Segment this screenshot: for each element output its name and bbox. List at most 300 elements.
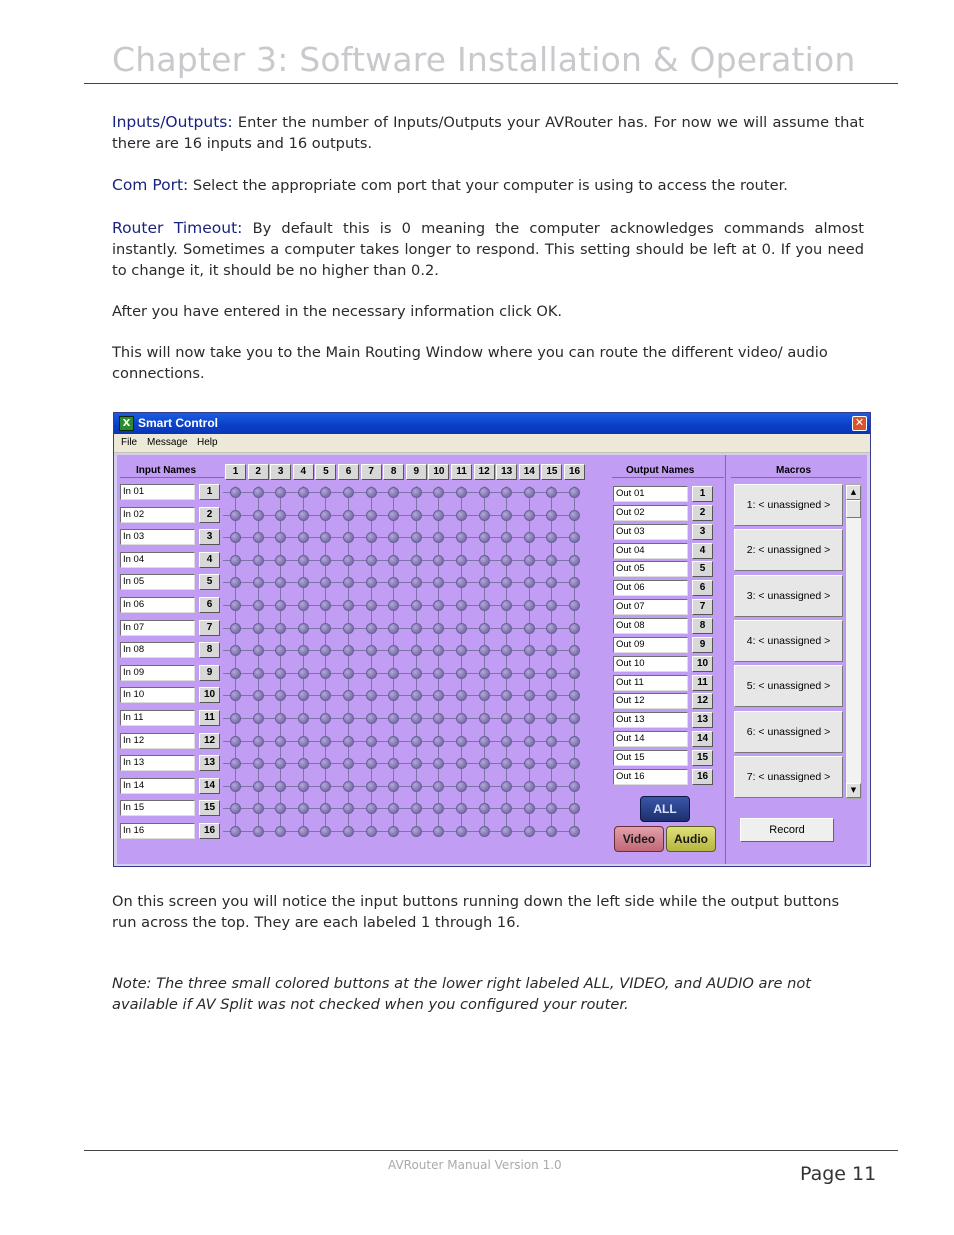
- crosspoint-node[interactable]: [320, 758, 331, 769]
- output-button-13[interactable]: 13: [692, 712, 713, 728]
- crosspoint-node[interactable]: [253, 577, 264, 588]
- input-name-field[interactable]: In 08: [120, 642, 195, 658]
- output-column-button-15[interactable]: 15: [541, 464, 562, 480]
- crosspoint-node[interactable]: [230, 803, 241, 814]
- crosspoint-node[interactable]: [569, 758, 580, 769]
- crosspoint-node[interactable]: [524, 690, 535, 701]
- crosspoint-node[interactable]: [479, 487, 490, 498]
- crosspoint-node[interactable]: [524, 803, 535, 814]
- output-column-button-12[interactable]: 12: [474, 464, 495, 480]
- input-button-1[interactable]: 1: [199, 484, 220, 500]
- output-column-button-14[interactable]: 14: [519, 464, 540, 480]
- output-button-11[interactable]: 11: [692, 675, 713, 691]
- crosspoint-node[interactable]: [411, 645, 422, 656]
- crosspoint-node[interactable]: [501, 826, 512, 837]
- crosspoint-node[interactable]: [230, 600, 241, 611]
- crosspoint-node[interactable]: [411, 781, 422, 792]
- crosspoint-node[interactable]: [275, 577, 286, 588]
- crosspoint-node[interactable]: [253, 487, 264, 498]
- crosspoint-node[interactable]: [479, 713, 490, 724]
- output-column-button-9[interactable]: 9: [406, 464, 427, 480]
- crosspoint-node[interactable]: [320, 510, 331, 521]
- crosspoint-node[interactable]: [275, 532, 286, 543]
- title-bar[interactable]: [114, 413, 870, 434]
- crosspoint-node[interactable]: [546, 668, 557, 679]
- crosspoint-node[interactable]: [569, 781, 580, 792]
- crosspoint-node[interactable]: [298, 623, 309, 634]
- output-column-button-8[interactable]: 8: [383, 464, 404, 480]
- crosspoint-node[interactable]: [569, 645, 580, 656]
- crosspoint-node[interactable]: [569, 487, 580, 498]
- crosspoint-node[interactable]: [501, 690, 512, 701]
- crosspoint-node[interactable]: [366, 532, 377, 543]
- crosspoint-node[interactable]: [275, 803, 286, 814]
- crosspoint-node[interactable]: [366, 736, 377, 747]
- crosspoint-node[interactable]: [388, 758, 399, 769]
- output-name-field[interactable]: Out 14: [613, 731, 688, 747]
- crosspoint-node[interactable]: [230, 577, 241, 588]
- input-name-field[interactable]: In 13: [120, 755, 195, 771]
- output-button-12[interactable]: 12: [692, 693, 713, 709]
- crosspoint-node[interactable]: [298, 645, 309, 656]
- crosspoint-node[interactable]: [479, 826, 490, 837]
- crosspoint-node[interactable]: [343, 645, 354, 656]
- crosspoint-node[interactable]: [388, 510, 399, 521]
- crosspoint-node[interactable]: [253, 713, 264, 724]
- crosspoint-node[interactable]: [253, 803, 264, 814]
- crosspoint-node[interactable]: [433, 532, 444, 543]
- crosspoint-node[interactable]: [501, 555, 512, 566]
- output-column-button-6[interactable]: 6: [338, 464, 359, 480]
- crosspoint-node[interactable]: [388, 623, 399, 634]
- crosspoint-node[interactable]: [275, 758, 286, 769]
- crosspoint-node[interactable]: [275, 736, 286, 747]
- output-name-field[interactable]: Out 11: [613, 675, 688, 691]
- output-button-9[interactable]: 9: [692, 637, 713, 653]
- input-button-6[interactable]: 6: [199, 597, 220, 613]
- crosspoint-node[interactable]: [253, 668, 264, 679]
- crosspoint-node[interactable]: [366, 645, 377, 656]
- scroll-down-icon[interactable]: ▼: [846, 783, 861, 798]
- output-column-button-1[interactable]: 1: [225, 464, 246, 480]
- crosspoint-node[interactable]: [433, 736, 444, 747]
- crosspoint-node[interactable]: [524, 758, 535, 769]
- input-button-2[interactable]: 2: [199, 507, 220, 523]
- crosspoint-node[interactable]: [546, 645, 557, 656]
- crosspoint-node[interactable]: [524, 781, 535, 792]
- crosspoint-node[interactable]: [366, 690, 377, 701]
- output-button-3[interactable]: 3: [692, 524, 713, 540]
- close-icon[interactable]: ✕: [852, 416, 867, 431]
- crosspoint-node[interactable]: [569, 532, 580, 543]
- crosspoint-node[interactable]: [320, 736, 331, 747]
- crosspoint-node[interactable]: [253, 555, 264, 566]
- crosspoint-node[interactable]: [456, 645, 467, 656]
- output-button-6[interactable]: 6: [692, 580, 713, 596]
- output-column-button-4[interactable]: 4: [293, 464, 314, 480]
- crosspoint-node[interactable]: [524, 600, 535, 611]
- crosspoint-node[interactable]: [298, 668, 309, 679]
- crosspoint-node[interactable]: [388, 736, 399, 747]
- macro-button-2[interactable]: 2: < unassigned >: [734, 529, 843, 571]
- crosspoint-node[interactable]: [366, 758, 377, 769]
- input-button-7[interactable]: 7: [199, 620, 220, 636]
- crosspoint-node[interactable]: [388, 645, 399, 656]
- crosspoint-node[interactable]: [253, 623, 264, 634]
- crosspoint-node[interactable]: [501, 758, 512, 769]
- input-name-field[interactable]: In 16: [120, 823, 195, 839]
- crosspoint-node[interactable]: [366, 577, 377, 588]
- crosspoint-node[interactable]: [411, 690, 422, 701]
- input-button-4[interactable]: 4: [199, 552, 220, 568]
- input-button-16[interactable]: 16: [199, 823, 220, 839]
- crosspoint-node[interactable]: [366, 781, 377, 792]
- crosspoint-node[interactable]: [230, 758, 241, 769]
- crosspoint-node[interactable]: [569, 736, 580, 747]
- crosspoint-node[interactable]: [546, 600, 557, 611]
- crosspoint-node[interactable]: [388, 555, 399, 566]
- crosspoint-node[interactable]: [433, 555, 444, 566]
- macro-button-6[interactable]: 6: < unassigned >: [734, 711, 843, 753]
- crosspoint-node[interactable]: [501, 781, 512, 792]
- crosspoint-node[interactable]: [433, 690, 444, 701]
- crosspoint-node[interactable]: [343, 781, 354, 792]
- crosspoint-node[interactable]: [524, 532, 535, 543]
- crosspoint-node[interactable]: [456, 736, 467, 747]
- crosspoint-node[interactable]: [298, 736, 309, 747]
- input-name-field[interactable]: In 15: [120, 800, 195, 816]
- crosspoint-node[interactable]: [230, 645, 241, 656]
- crosspoint-node[interactable]: [275, 690, 286, 701]
- macro-button-1[interactable]: 1: < unassigned >: [734, 484, 843, 526]
- crosspoint-node[interactable]: [230, 555, 241, 566]
- crosspoint-node[interactable]: [320, 577, 331, 588]
- crosspoint-node[interactable]: [479, 758, 490, 769]
- crosspoint-node[interactable]: [343, 577, 354, 588]
- crosspoint-node[interactable]: [388, 487, 399, 498]
- crosspoint-node[interactable]: [433, 826, 444, 837]
- input-name-field[interactable]: In 07: [120, 620, 195, 636]
- crosspoint-node[interactable]: [546, 736, 557, 747]
- crosspoint-node[interactable]: [411, 623, 422, 634]
- crosspoint-node[interactable]: [456, 623, 467, 634]
- crosspoint-node[interactable]: [501, 600, 512, 611]
- crosspoint-node[interactable]: [524, 713, 535, 724]
- crosspoint-node[interactable]: [411, 758, 422, 769]
- output-button-15[interactable]: 15: [692, 750, 713, 766]
- output-name-field[interactable]: Out 03: [613, 524, 688, 540]
- input-button-15[interactable]: 15: [199, 800, 220, 816]
- output-button-2[interactable]: 2: [692, 505, 713, 521]
- crosspoint-node[interactable]: [366, 600, 377, 611]
- menu-file[interactable]: File: [121, 437, 138, 448]
- crosspoint-node[interactable]: [411, 487, 422, 498]
- crosspoint-node[interactable]: [230, 510, 241, 521]
- macro-button-4[interactable]: 4: < unassigned >: [734, 620, 843, 662]
- crosspoint-node[interactable]: [501, 623, 512, 634]
- crosspoint-node[interactable]: [569, 668, 580, 679]
- crosspoint-node[interactable]: [343, 487, 354, 498]
- crosspoint-node[interactable]: [343, 826, 354, 837]
- crosspoint-node[interactable]: [388, 532, 399, 543]
- input-button-8[interactable]: 8: [199, 642, 220, 658]
- crosspoint-node[interactable]: [501, 645, 512, 656]
- crosspoint-node[interactable]: [366, 803, 377, 814]
- crosspoint-node[interactable]: [253, 600, 264, 611]
- record-button[interactable]: Record: [740, 818, 834, 842]
- crosspoint-node[interactable]: [275, 781, 286, 792]
- crosspoint-node[interactable]: [433, 803, 444, 814]
- crosspoint-node[interactable]: [456, 803, 467, 814]
- output-name-field[interactable]: Out 15: [613, 750, 688, 766]
- crosspoint-node[interactable]: [320, 781, 331, 792]
- output-button-5[interactable]: 5: [692, 561, 713, 577]
- macro-button-3[interactable]: 3: < unassigned >: [734, 575, 843, 617]
- output-name-field[interactable]: Out 06: [613, 580, 688, 596]
- input-name-field[interactable]: In 02: [120, 507, 195, 523]
- input-name-field[interactable]: In 11: [120, 710, 195, 726]
- audio-button[interactable]: Audio: [666, 826, 716, 852]
- input-button-5[interactable]: 5: [199, 574, 220, 590]
- crosspoint-node[interactable]: [433, 510, 444, 521]
- crosspoint-node[interactable]: [275, 623, 286, 634]
- crosspoint-node[interactable]: [569, 826, 580, 837]
- output-column-button-11[interactable]: 11: [451, 464, 472, 480]
- output-column-button-7[interactable]: 7: [361, 464, 382, 480]
- menu-message[interactable]: Message: [147, 437, 188, 448]
- crosspoint-node[interactable]: [411, 736, 422, 747]
- output-name-field[interactable]: Out 02: [613, 505, 688, 521]
- crosspoint-node[interactable]: [546, 758, 557, 769]
- crosspoint-node[interactable]: [298, 532, 309, 543]
- crosspoint-node[interactable]: [275, 645, 286, 656]
- output-button-4[interactable]: 4: [692, 543, 713, 559]
- crosspoint-node[interactable]: [456, 758, 467, 769]
- crosspoint-node[interactable]: [501, 736, 512, 747]
- crosspoint-node[interactable]: [546, 487, 557, 498]
- crosspoint-node[interactable]: [479, 668, 490, 679]
- crosspoint-node[interactable]: [456, 781, 467, 792]
- crosspoint-node[interactable]: [456, 600, 467, 611]
- input-button-13[interactable]: 13: [199, 755, 220, 771]
- output-column-button-16[interactable]: 16: [564, 464, 585, 480]
- output-name-field[interactable]: Out 04: [613, 543, 688, 559]
- crosspoint-node[interactable]: [388, 600, 399, 611]
- crosspoint-node[interactable]: [298, 758, 309, 769]
- crosspoint-node[interactable]: [501, 803, 512, 814]
- crosspoint-node[interactable]: [546, 713, 557, 724]
- crosspoint-node[interactable]: [456, 668, 467, 679]
- crosspoint-node[interactable]: [343, 510, 354, 521]
- crosspoint-node[interactable]: [433, 623, 444, 634]
- crosspoint-node[interactable]: [569, 690, 580, 701]
- crosspoint-node[interactable]: [230, 826, 241, 837]
- crosspoint-node[interactable]: [524, 668, 535, 679]
- crosspoint-node[interactable]: [320, 690, 331, 701]
- crosspoint-node[interactable]: [524, 555, 535, 566]
- crosspoint-node[interactable]: [569, 623, 580, 634]
- crosspoint-node[interactable]: [343, 690, 354, 701]
- output-name-field[interactable]: Out 10: [613, 656, 688, 672]
- crosspoint-node[interactable]: [546, 803, 557, 814]
- crosspoint-node[interactable]: [366, 713, 377, 724]
- input-button-14[interactable]: 14: [199, 778, 220, 794]
- crosspoint-node[interactable]: [298, 487, 309, 498]
- crosspoint-node[interactable]: [456, 532, 467, 543]
- output-column-button-13[interactable]: 13: [496, 464, 517, 480]
- crosspoint-node[interactable]: [546, 510, 557, 521]
- crosspoint-node[interactable]: [320, 487, 331, 498]
- crosspoint-node[interactable]: [298, 826, 309, 837]
- output-button-8[interactable]: 8: [692, 618, 713, 634]
- crosspoint-node[interactable]: [479, 600, 490, 611]
- crosspoint-node[interactable]: [411, 803, 422, 814]
- crosspoint-node[interactable]: [479, 690, 490, 701]
- crosspoint-node[interactable]: [275, 600, 286, 611]
- crosspoint-node[interactable]: [253, 736, 264, 747]
- crosspoint-node[interactable]: [456, 487, 467, 498]
- crosspoint-node[interactable]: [411, 555, 422, 566]
- crosspoint-node[interactable]: [320, 623, 331, 634]
- crosspoint-node[interactable]: [411, 668, 422, 679]
- output-button-10[interactable]: 10: [692, 656, 713, 672]
- video-button[interactable]: Video: [614, 826, 664, 852]
- crosspoint-node[interactable]: [456, 577, 467, 588]
- output-button-1[interactable]: 1: [692, 486, 713, 502]
- crosspoint-node[interactable]: [479, 532, 490, 543]
- crosspoint-node[interactable]: [298, 690, 309, 701]
- crosspoint-node[interactable]: [501, 510, 512, 521]
- crosspoint-node[interactable]: [320, 713, 331, 724]
- input-button-9[interactable]: 9: [199, 665, 220, 681]
- crosspoint-node[interactable]: [343, 623, 354, 634]
- crosspoint-node[interactable]: [524, 826, 535, 837]
- input-name-field[interactable]: In 05: [120, 574, 195, 590]
- crosspoint-node[interactable]: [433, 668, 444, 679]
- crosspoint-node[interactable]: [253, 690, 264, 701]
- crosspoint-node[interactable]: [320, 826, 331, 837]
- crosspoint-node[interactable]: [411, 532, 422, 543]
- output-button-14[interactable]: 14: [692, 731, 713, 747]
- input-button-3[interactable]: 3: [199, 529, 220, 545]
- crosspoint-node[interactable]: [320, 803, 331, 814]
- crosspoint-node[interactable]: [501, 487, 512, 498]
- crosspoint-node[interactable]: [343, 713, 354, 724]
- input-button-11[interactable]: 11: [199, 710, 220, 726]
- crosspoint-node[interactable]: [230, 487, 241, 498]
- output-column-button-10[interactable]: 10: [428, 464, 449, 480]
- crosspoint-node[interactable]: [456, 510, 467, 521]
- input-name-field[interactable]: In 01: [120, 484, 195, 500]
- crosspoint-node[interactable]: [298, 577, 309, 588]
- crosspoint-node[interactable]: [569, 577, 580, 588]
- crosspoint-node[interactable]: [546, 690, 557, 701]
- crosspoint-node[interactable]: [479, 555, 490, 566]
- output-name-field[interactable]: Out 16: [613, 769, 688, 785]
- crosspoint-node[interactable]: [388, 668, 399, 679]
- crosspoint-node[interactable]: [253, 510, 264, 521]
- crosspoint-node[interactable]: [253, 532, 264, 543]
- crosspoint-node[interactable]: [411, 713, 422, 724]
- output-name-field[interactable]: Out 08: [613, 618, 688, 634]
- crosspoint-node[interactable]: [433, 577, 444, 588]
- output-column-button-5[interactable]: 5: [315, 464, 336, 480]
- macro-button-7[interactable]: 7: < unassigned >: [734, 756, 843, 798]
- crosspoint-node[interactable]: [433, 600, 444, 611]
- crosspoint-node[interactable]: [253, 758, 264, 769]
- crosspoint-node[interactable]: [366, 510, 377, 521]
- all-button[interactable]: ALL: [640, 796, 690, 822]
- crosspoint-node[interactable]: [546, 532, 557, 543]
- crosspoint-node[interactable]: [456, 555, 467, 566]
- crosspoint-node[interactable]: [524, 736, 535, 747]
- crosspoint-node[interactable]: [343, 555, 354, 566]
- crosspoint-node[interactable]: [275, 668, 286, 679]
- crosspoint-node[interactable]: [524, 577, 535, 588]
- crosspoint-node[interactable]: [366, 487, 377, 498]
- crosspoint-node[interactable]: [320, 645, 331, 656]
- crosspoint-node[interactable]: [501, 668, 512, 679]
- output-button-16[interactable]: 16: [692, 769, 713, 785]
- crosspoint-node[interactable]: [275, 487, 286, 498]
- crosspoint-node[interactable]: [501, 577, 512, 588]
- crosspoint-node[interactable]: [479, 781, 490, 792]
- output-name-field[interactable]: Out 07: [613, 599, 688, 615]
- crosspoint-node[interactable]: [298, 600, 309, 611]
- input-name-field[interactable]: In 06: [120, 597, 195, 613]
- crosspoint-node[interactable]: [546, 577, 557, 588]
- crosspoint-node[interactable]: [569, 803, 580, 814]
- output-name-field[interactable]: Out 05: [613, 561, 688, 577]
- crosspoint-node[interactable]: [479, 577, 490, 588]
- crosspoint-node[interactable]: [230, 532, 241, 543]
- crosspoint-node[interactable]: [569, 510, 580, 521]
- crosspoint-node[interactable]: [298, 803, 309, 814]
- crosspoint-node[interactable]: [479, 645, 490, 656]
- crosspoint-node[interactable]: [275, 555, 286, 566]
- crosspoint-node[interactable]: [479, 510, 490, 521]
- output-name-field[interactable]: Out 09: [613, 637, 688, 653]
- output-name-field[interactable]: Out 13: [613, 712, 688, 728]
- output-column-button-2[interactable]: 2: [248, 464, 269, 480]
- crosspoint-node[interactable]: [411, 600, 422, 611]
- crosspoint-node[interactable]: [479, 736, 490, 747]
- crosspoint-node[interactable]: [479, 623, 490, 634]
- crosspoint-node[interactable]: [253, 826, 264, 837]
- crosspoint-node[interactable]: [343, 668, 354, 679]
- crosspoint-node[interactable]: [411, 577, 422, 588]
- crosspoint-node[interactable]: [275, 510, 286, 521]
- crosspoint-node[interactable]: [320, 600, 331, 611]
- crosspoint-node[interactable]: [320, 668, 331, 679]
- crosspoint-node[interactable]: [275, 713, 286, 724]
- crosspoint-node[interactable]: [298, 781, 309, 792]
- crosspoint-node[interactable]: [298, 713, 309, 724]
- crosspoint-node[interactable]: [569, 713, 580, 724]
- crosspoint-node[interactable]: [456, 826, 467, 837]
- crosspoint-node[interactable]: [343, 803, 354, 814]
- output-button-7[interactable]: 7: [692, 599, 713, 615]
- input-name-field[interactable]: In 12: [120, 733, 195, 749]
- crosspoint-node[interactable]: [230, 713, 241, 724]
- crosspoint-node[interactable]: [388, 690, 399, 701]
- crosspoint-node[interactable]: [524, 487, 535, 498]
- crosspoint-node[interactable]: [366, 826, 377, 837]
- crosspoint-node[interactable]: [343, 758, 354, 769]
- crosspoint-node[interactable]: [456, 713, 467, 724]
- crosspoint-node[interactable]: [433, 713, 444, 724]
- crosspoint-node[interactable]: [388, 781, 399, 792]
